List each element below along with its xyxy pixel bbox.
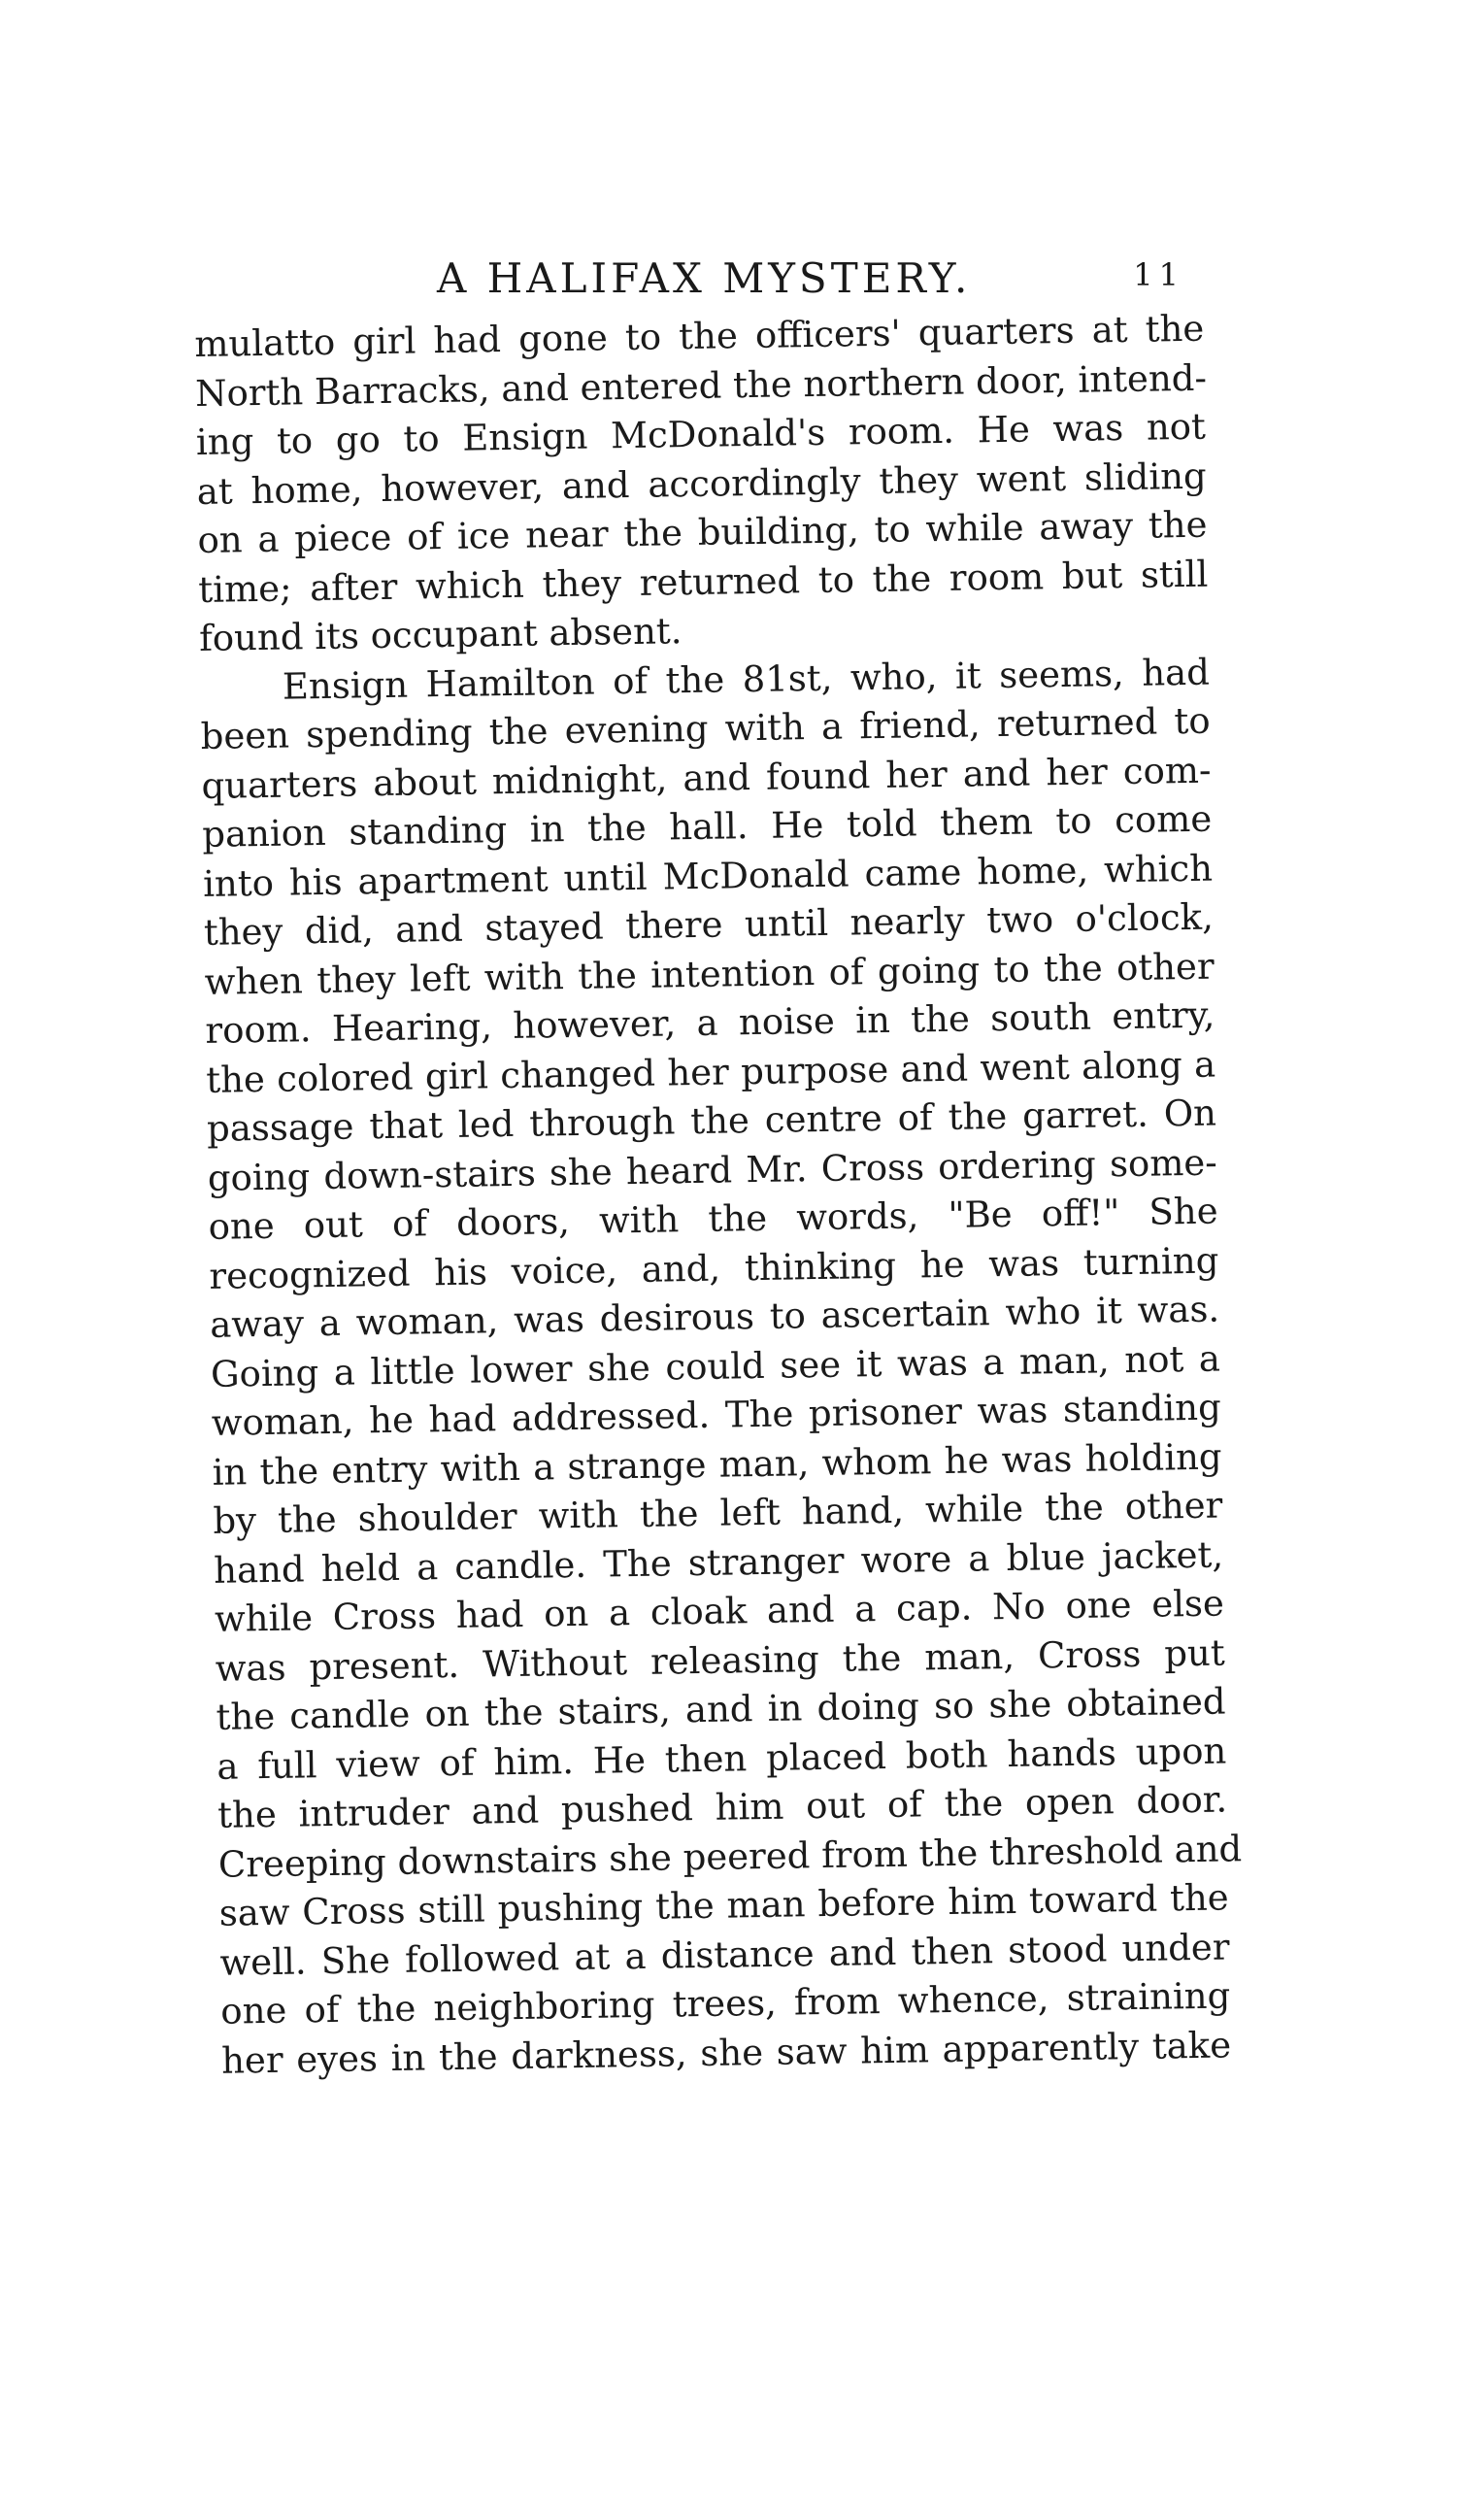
text-line: Creeping downstairs she peered from the threshold and [217,1827,1243,1886]
text-line: a full view of him. He then placed both hands upon [216,1729,1227,1788]
text-line: the colored girl changed her purpose and went along a [205,1043,1216,1101]
text-line: was present. Without releasing the man, Cross put [215,1630,1226,1690]
text-line: they did, and stayed there until nearly two o'clock, [203,895,1215,954]
text-line: by the shoulder with the left hand, while the other [213,1484,1223,1542]
body-text [194,305,1243,2086]
text-line: away a woman, was desirous to ascertain who it was. [209,1288,1220,1346]
running-title: A HALIFAX MYSTERY. [437,254,972,302]
text-line: while Cross had on a cloak and a cap. No one else [214,1582,1225,1640]
text-line: into his apartment until McDonald came home, which [202,847,1214,905]
text-line: panion standing in the hall. He told them to come [201,797,1213,856]
text-line: Going a little lower she could see it was a man, not a [210,1337,1221,1395]
text-line: the intruder and pushed him out of the open door. [216,1778,1228,1836]
text-line: mulatto girl had gone to the officers' quarters at the [194,307,1205,365]
text-line: on a piece of ice near the building, to while away the [197,503,1208,561]
text-line: hand held a candle. The stranger wore a blue jacket, [213,1533,1224,1592]
running-head [194,254,1204,313]
text-line: one out of doors, with the words, "Be off!" She [208,1190,1218,1248]
text-line: quarters about midnight, and found her and her com- [201,749,1212,807]
text-line: her eyes in the darkness, she saw him apparently take [220,2023,1232,2082]
text-line: North Barracks, and entered the northern door, intend- [194,356,1208,415]
text-line: in the entry with a strange man, whom he was holding [212,1435,1222,1494]
text-line: when they left with the intention of going to the other [204,945,1215,1003]
text-line: one of the neighboring trees, from whence, straining [220,1974,1231,2033]
text-line: been spending the evening with a friend, returned to [200,699,1211,757]
text-line: well. She followed at a distance and then stood under [219,1925,1230,1984]
text-line: ing to go to Ensign McDonald's room. He was not [195,405,1207,463]
text-line: Ensign Hamilton of the 81st, who, it seems, had [282,651,1211,708]
text-line: passage that led through the centre of the garret. On [206,1092,1217,1150]
text-line: room. Hearing, however, a noise in the south entry, [205,993,1215,1052]
text-line: the candle on the stairs, and in doing so she obtained [216,1680,1226,1738]
text-line: going down-stairs she heard Mr. Cross ordering some- [207,1141,1218,1199]
text-line: woman, he had addressed. The prisoner was standing [211,1386,1222,1444]
text-line: at home, however, and accordingly they went sliding [196,454,1207,513]
text-line: found its occupant absent. [198,610,683,659]
text-line: saw Cross still pushing the man before him toward the [218,1876,1229,1934]
page-number: 11 [1133,256,1184,293]
text-line: time; after which they returned to the room but still [198,553,1209,611]
text-line: recognized his voice, and, thinking he was turning [209,1239,1219,1297]
